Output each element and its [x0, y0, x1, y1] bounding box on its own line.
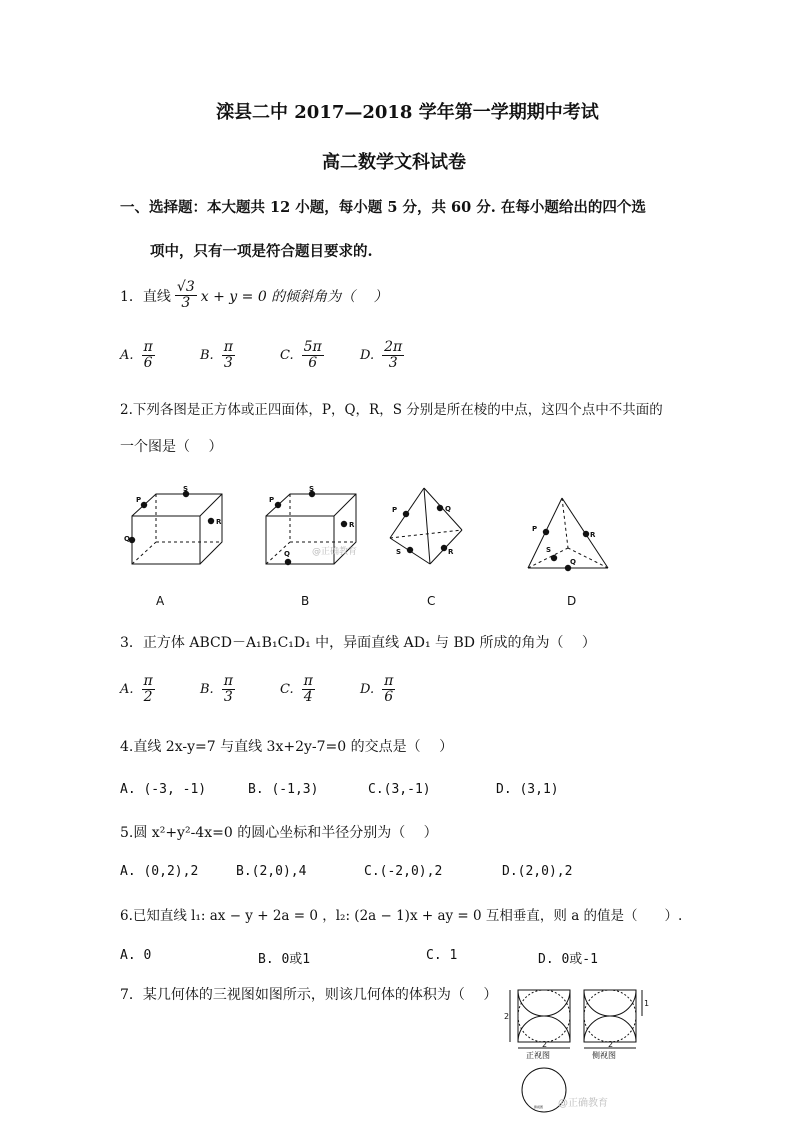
fig-c-label-p: P	[392, 506, 398, 514]
fig-d-label-p: P	[532, 525, 538, 533]
q7-dim-front-height: 2	[504, 1012, 510, 1021]
q1-option-a-label: A.	[120, 348, 134, 364]
q3-option-a-den: 2	[143, 689, 153, 706]
exam-title: 滦县二中 2017—2018 学年第一学期期中考试	[216, 102, 599, 123]
q1-option-d[interactable]	[360, 340, 408, 372]
q6-option-c[interactable]: C. 1	[426, 948, 458, 963]
q7-dim-side-height: 1	[644, 999, 650, 1008]
q1-option-d-num: 2π	[384, 339, 403, 355]
q2-caption-a[interactable]: A	[156, 594, 165, 608]
fig-a-label-r: R	[216, 518, 222, 526]
q1-option-c-den: 6	[308, 355, 318, 372]
q7-dim-side-width: 2	[608, 1040, 614, 1049]
q4-option-b[interactable]: B. (-1,3)	[248, 782, 319, 797]
q3-option-d-den: 6	[384, 689, 394, 706]
fig-b-label-r: R	[349, 521, 355, 529]
q1-option-d-den: 3	[388, 355, 398, 372]
section-heading-line1: 一、选择题：本大题共 12 小题，每小题 5 分，共 60 分. 在每小题给出的四个选	[120, 199, 646, 216]
q2-figure-d-tetrahedron	[524, 494, 612, 578]
q1-option-c[interactable]	[280, 340, 328, 372]
fig-d-label-r: R	[590, 531, 596, 539]
q4-option-c[interactable]: C.(3,-1)	[368, 782, 431, 797]
q3-option-b-den: 3	[223, 689, 233, 706]
fig-c-label-s: S	[396, 548, 402, 556]
question-6: 6.已知直线 l₁: ax − y + 2a = 0 ，l₂: (2a − 1)x + ay = 0 互相垂直，则 a 的值是（ ）.	[120, 908, 683, 924]
q1-option-a-num: π	[143, 339, 153, 355]
q3-option-c-den: 4	[303, 689, 313, 706]
q2-caption-c[interactable]: C	[427, 594, 436, 608]
q3-option-b-label: B.	[200, 682, 214, 698]
q1-fraction	[175, 280, 197, 312]
q4-option-d[interactable]: D. (3,1)	[496, 782, 559, 797]
q3-option-d[interactable]	[360, 674, 399, 706]
question-7: 7．某几何体的三视图如图所示，则该几何体的体积为（ ）	[120, 987, 498, 1003]
q5-option-d[interactable]: D.(2,0),2	[502, 864, 573, 879]
q5-option-a[interactable]: A. (0,2),2	[120, 864, 199, 879]
question-2-line2: 一个图是（ ）	[120, 439, 223, 455]
q3-option-a-label: A.	[120, 682, 134, 698]
q3-option-c[interactable]	[280, 674, 319, 706]
q7-side-view-label: 侧视图	[592, 1051, 616, 1060]
fig-a-label-s: S	[183, 486, 189, 493]
q2-figure-a-cube	[122, 486, 226, 570]
watermark-q2: @正确教育	[312, 547, 358, 557]
q1-frac-num: √3	[176, 279, 195, 295]
q1-prefix: 1．直线	[120, 288, 171, 305]
q1-option-b-num: π	[223, 339, 233, 355]
q3-option-d-num: π	[384, 673, 394, 689]
q1-option-d-label: D.	[360, 348, 375, 364]
q2-figure-b-cube	[256, 486, 360, 570]
fig-a-label-q: Q	[124, 535, 130, 543]
q1-option-c-num: 5π	[303, 339, 322, 355]
q1-option-b-label: B.	[200, 348, 214, 364]
q1-option-b-den: 3	[223, 355, 233, 372]
q1-frac-den: 3	[181, 295, 191, 312]
q3-option-d-label: D.	[360, 682, 375, 698]
watermark-q7: @正确教育	[558, 1098, 608, 1109]
q3-option-b-num: π	[223, 673, 233, 689]
q1-option-a[interactable]	[120, 340, 159, 372]
q3-option-a[interactable]	[120, 674, 159, 706]
fig-b-label-q: Q	[284, 550, 290, 558]
fig-d-label-s: S	[546, 546, 552, 554]
question-4: 4.直线 2x-y=7 与直线 3x+2y-7=0 的交点是（ ）	[120, 739, 454, 755]
fig-c-label-r: R	[448, 548, 454, 556]
question-1	[120, 280, 388, 312]
q1-option-b[interactable]	[200, 340, 239, 372]
q7-dim-front-width: 2	[542, 1040, 548, 1049]
fig-b-label-s: S	[309, 486, 315, 493]
q3-option-c-label: C.	[280, 682, 294, 698]
section-heading-line2: 项中，只有一项是符合题目要求的.	[150, 243, 373, 260]
q2-caption-d[interactable]: D	[567, 594, 577, 608]
q7-front-view-label: 正视图	[526, 1051, 550, 1060]
q5-option-c[interactable]: C.(-2,0),2	[364, 864, 443, 879]
fig-c-label-q: Q	[445, 505, 451, 513]
q6-option-b[interactable]: B. 0或1	[258, 952, 311, 967]
exam-subtitle: 高二数学文科试卷	[322, 152, 466, 173]
q2-caption-b[interactable]: B	[301, 594, 310, 608]
q3-option-c-num: π	[303, 673, 313, 689]
q4-option-a[interactable]: A. (-3, -1)	[120, 782, 207, 797]
question-5: 5.圆 x²+y²-4x=0 的圆心坐标和半径分别为（ ）	[120, 825, 438, 841]
q5-option-b[interactable]: B.(2,0),4	[236, 864, 307, 879]
q1-suffix: x + y = 0 的倾斜角为（ ）	[200, 288, 388, 305]
q3-option-a-num: π	[143, 673, 153, 689]
q2-figure-c-tetrahedron	[384, 484, 468, 568]
q6-option-a[interactable]: A. 0	[120, 948, 152, 963]
fig-b-label-p: P	[269, 496, 275, 504]
q7-top-view-label: 俯视图	[534, 1105, 544, 1109]
q6-option-d[interactable]: D. 0或-1	[538, 952, 598, 967]
question-2-line1: 2.下列各图是正方体或正四面体，P，Q，R，S 分别是所在棱的中点，这四个点中不共面的	[120, 402, 663, 418]
q1-option-c-label: C.	[280, 348, 294, 364]
fig-d-label-q: Q	[570, 558, 576, 566]
fig-a-label-p: P	[136, 496, 142, 504]
question-3: 3．正方体 ABCD－A₁B₁C₁D₁ 中，异面直线 AD₁ 与 BD 所成的角为（ ）	[120, 635, 596, 651]
q3-option-b[interactable]	[200, 674, 239, 706]
q1-option-a-den: 6	[143, 355, 153, 372]
